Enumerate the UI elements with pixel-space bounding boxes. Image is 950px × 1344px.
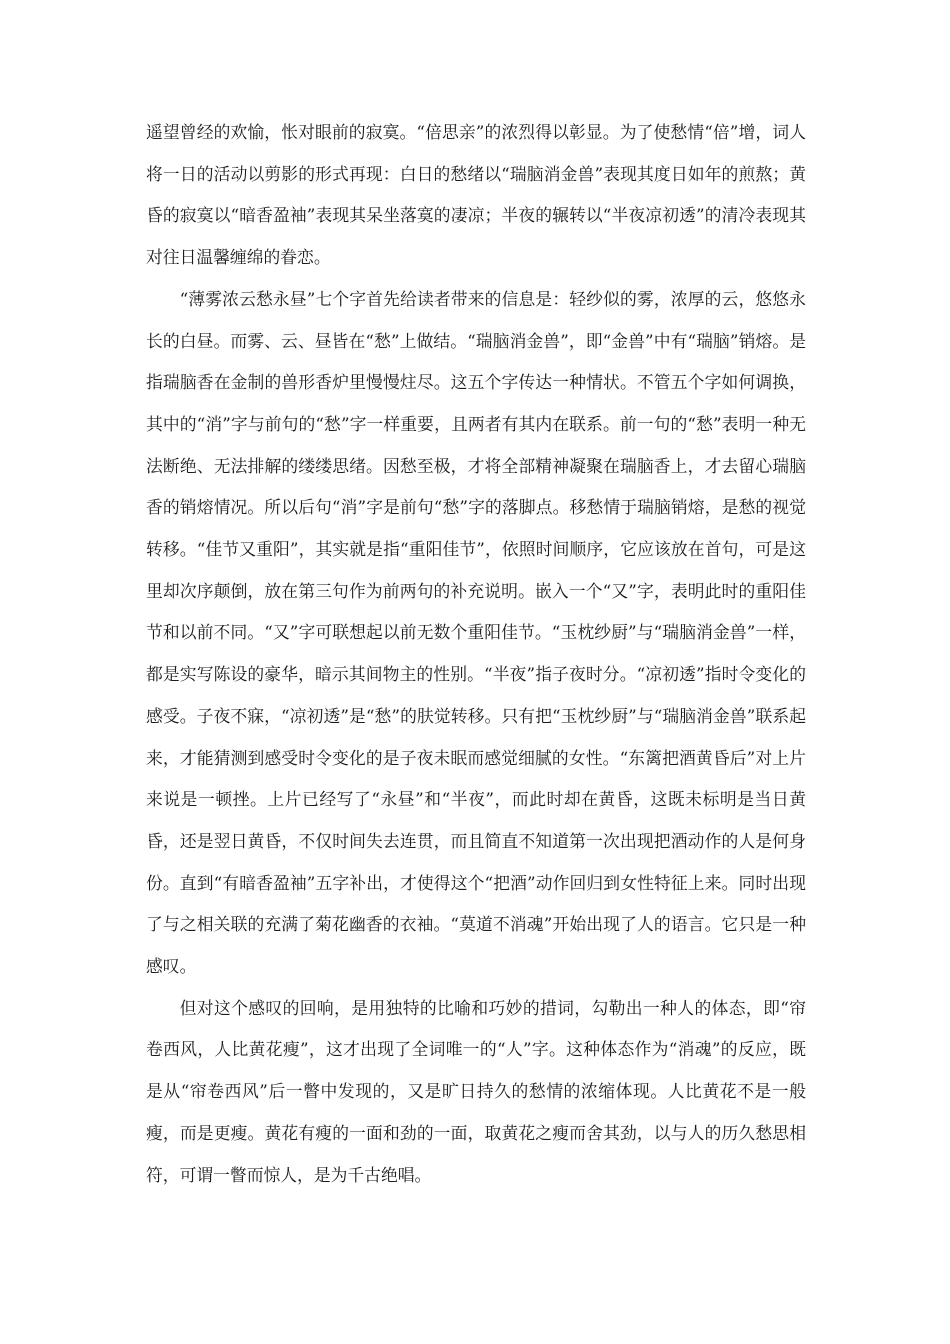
paragraph-analysis: “薄雾浓云愁永昼”七个字首先给读者带来的信息是：轻纱似的雾，浓厚的云，悠悠永长的白昼。而雾、云、昼皆在“愁”上做结。“瑞脑消金兽”，即“金兽”中有“瑞脑”销熔。是指瑞脑香在金制的兽形香炉里慢慢炷尽。这五个字传达一种情状。不管五个字如何调换，其中的“消”字与前句的“愁”字一样重要，且两者有其内在联系。前一句的“愁”表明一种无法断绝、无法排解的缕缕思绪。因愁至极，才将全部精神凝聚在瑞脑香上，才去留心瑞脑香的销熔情况。所以后句“消”字是前句“愁”字的落脚点。移愁情于瑞脑销熔，是愁的视觉转移。“佳节又重阳”，其实就是指“重阳佳节”，依照时间顺序，它应该放在首句，可是这里却次序颠倒，放在第三句作为前两句的补充说明。嵌入一个“又”字，表明此时的重阳佳节和以前不同。“又”字可联想起以前无数个重阳佳节。“玉枕纱厨”与“瑞脑消金兽”一样，都是实写陈设的豪华，暗示其间物主的性别。“半夜”指子夜时分。“凉初透”指时令变化的感受。子夜不寐，“凉初透”是“愁”的肤觉转移。只有把“玉枕纱厨”与“瑞脑消金兽”联系起来，才能猜测到感受时令变化的是子夜未眠而感觉细腻的女性。“东篱把酒黄昏后”对上片来说是一顿挫。上片已经写了“永昼”和“半夜”，而此时却在黄昏，这既未标明是当日黄昏，还是翌日黄昏，不仅时间失去连贯，而且简直不知道第一次出现把酒动作的人是何身份。直到“有暗香盈袖”五字补出，才使得这个“把酒”动作回归到女性特征上来。同时出现了与之相关联的充满了菊花幽香的衣袖。“莫道不消魂”开始出现了人的语言。它只是一种感叹。 bbox=[146, 288, 806, 977]
paragraph-conclusion: 但对这个感叹的回响，是用独特的比喻和巧妙的措词，勾勒出一种人的体态，即“帘卷西风，人比黄花瘦”，这才出现了全词唯一的“人”字。这种体态作为“消魂”的反应，既是从“帘卷西风”后一瞥中发现的，又是旷日持久的愁情的浓缩体现。人比黄花不是一般瘦，而是更瘦。黄花有瘦的一面和劲的一面，取黄花之瘦而舍其劲，以与人的历久愁思相符，可谓一瞥而惊人，是为千古绝唱。 bbox=[146, 997, 806, 1185]
body-text bbox=[146, 112, 806, 1196]
paragraph-continuation: 遥望曾经的欢愉，怅对眼前的寂寞。“倍思亲”的浓烈得以彰显。为了使愁情“倍”增，词人将一日的活动以剪影的形式再现：白日的愁绪以“瑞脑消金兽”表现其度日如年的煎熬；黄昏的寂寞以“暗香盈袖”表现其呆坐落寞的凄凉；半夜的辗转以“半夜凉初透”的清冷表现其对往日温馨缠绵的眷恋。 bbox=[146, 122, 806, 268]
